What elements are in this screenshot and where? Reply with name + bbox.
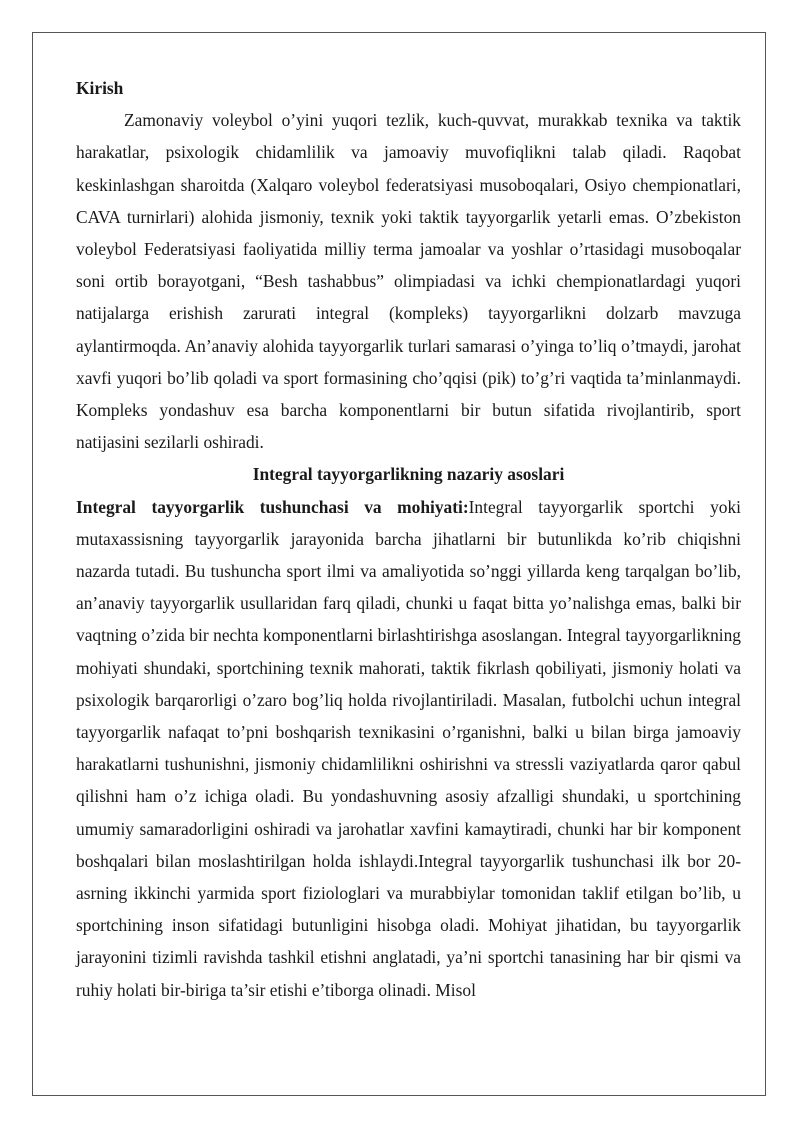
subsection-text: Integral tayyorgarlik sportchi yoki mutaxassisning tayyorgarlik jarayonida barcha jihatlarni bir butunlikda ko’rib chiqishni nazarda tutadi. Bu tushuncha sport ilmi va amaliyotida so’nggi yillarda keng tarqalgan bo’lib, an’anaviy tayyorgarlik usullaridan farq qiladi, chunki u faqat bitta yo’nalishga emas, balki bir vaqtning o’zida bir nechta komponentlarni birlashtirishga asoslangan. Integral tayyorgarlikning mohiyati shundaki, sportchining texnik mahorati, taktik fikrlash qobiliyati, jismoniy holati va psixologik barqarorligi o’zaro bog’liq holda rivojlantiriladi. Masalan, futbolchi uchun integral tayyorgarlik nafaqat to’pni boshqarish texnikasini o’rganishni, balki u bilan birga jamoaviy harakatlarni tushunishni, jismoniy chidamlilikni oshirishni va stressli vaziyatlarda qaror qabul qilishni ham o’z ichiga oladi. Bu yondashuvning asosiy afzalligi shundaki, u sportchining umumiy samaradorligini oshiradi va jarohatlar xavfini kamaytiradi, chunki har bir komponent boshqalari bilan moslashtirilgan holda ishlaydi.Integral tayyorgarlik tushunchasi ilk bor 20-asrning ikkinchi yarmida sport fiziologlari va murabbiylar tomonidan taklif etilgan bo’lib, u sportchining inson sifatidagi butunligini hisobga oladi. Mohiyat jihatidan, bu tayyorgarlik jarayonini tizimli ravishda tashkil etishni anglatadi, ya’ni sportchi tanasining har bir qismi va ruhiy holati bir-biriga ta’sir etishi e’tiborga olinadi. Misol — [76, 496, 741, 1000]
subsection-paragraph — [76, 491, 741, 1006]
subsection-label: Integral tayyorgarlik tushunchasi va mohiyati: — [76, 496, 469, 517]
section-heading: Integral tayyorgarlikning nazariy asoslari — [252, 464, 565, 485]
intro-paragraph: Zamonaviy voleybol o’yini yuqori tezlik, kuch-quvvat, murakkab texnika va taktik harakatlar, psixologik chidamlilik va jamoaviy muvofiqlikni talab qiladi. Raqobat keskinlashgan sharoitda (Xalqaro voleybol federatsiyasi musoboqalari, Osiyo chempionatlari, CAVA turnirlari) alohida jismoniy, texnik yoki taktik tayyorgarlik yetarli emas. O’zbekiston voleybol Federatsiyasi faoliyatida milliy terma jamoalar va yoshlar o’rtasidagi musoboqalar soni ortib borayotgani, “Besh tashabbus” olimpiadasi va ichki chempionatlardagi yuqori natijalarga erishish zarurati integral (kompleks) tayyorgarlikni dolzarb mavzuga aylantirmoqda. An’anaviy alohida tayyorgarlik turlari samarasi o’yinga to’liq o’tmaydi, jarohat xavfi yuqori bo’lib qoladi va sport formasining cho’qqisi (pik) to’g’ri vaqtida ta’minlanmaydi. Kompleks yondashuv esa barcha komponentlarni bir butun sifatida rivojlantirib, sport natijasini sezilarli oshiradi. — [76, 110, 741, 453]
document-body — [76, 72, 741, 1006]
intro-heading: Kirish — [76, 78, 124, 98]
